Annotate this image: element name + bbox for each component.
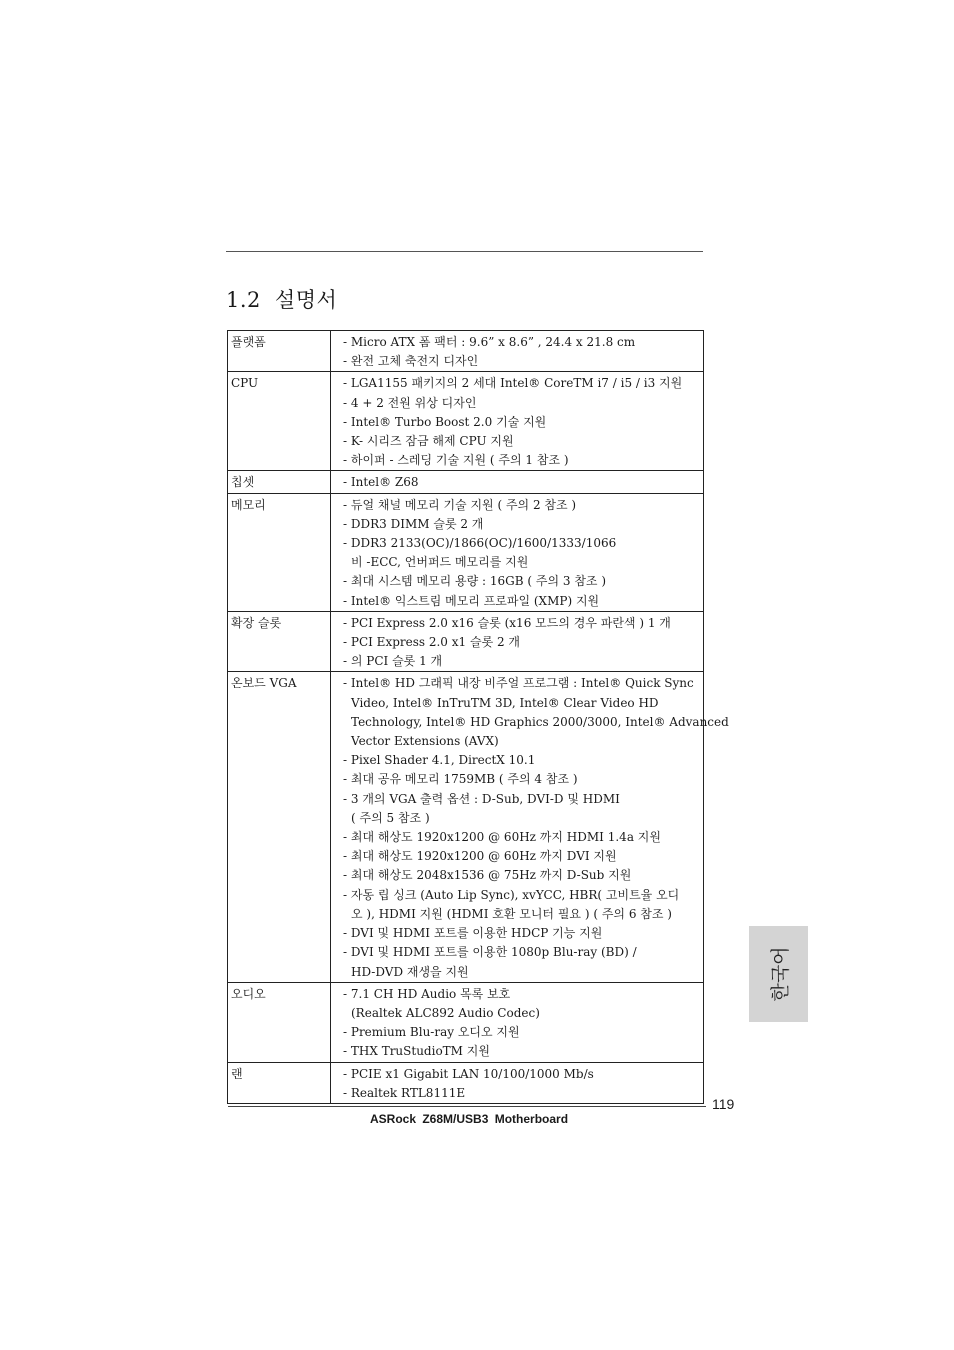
spec-row xyxy=(228,331,704,372)
spec-line: Video, Intel® InTruTM 3D, Intel® Clear Video HD xyxy=(351,695,659,710)
spec-items xyxy=(331,493,704,611)
spec-line: - 자동 립 싱크 (Auto Lip Sync), xvYCC, HBR( 고비트율 오디 xyxy=(343,887,680,902)
spec-line: - 최대 해상도 1920x1200 @ 60Hz 까지 DVI 지원 xyxy=(343,849,617,864)
spec-items xyxy=(331,471,704,493)
spec-row xyxy=(228,471,704,493)
spec-line: - K- 시리즈 잠금 해제 CPU 지원 xyxy=(343,434,514,449)
spec-line: - DDR3 2133(OC)/1866(OC)/1600/1333/1066 xyxy=(343,536,617,551)
spec-row xyxy=(228,982,704,1062)
spec-row xyxy=(228,611,704,672)
spec-label: 온보드 VGA xyxy=(228,672,331,982)
spec-label: CPU xyxy=(228,372,331,471)
spec-line: 오 ), HDMI 지원 (HDMI 호환 모니터 필요 ) ( 주의 6 참조 ) xyxy=(351,906,672,921)
spec-items xyxy=(331,331,704,372)
spec-items xyxy=(331,372,704,471)
footer-text: ASRock Z68M/USB3 Motherboard xyxy=(370,1112,569,1126)
spec-line: - 최대 공유 메모리 1759MB ( 주의 4 참조 ) xyxy=(343,772,578,787)
spec-line: - DDR3 DIMM 슬롯 2 개 xyxy=(343,516,484,531)
spec-line: - Intel® Turbo Boost 2.0 기술 지원 xyxy=(343,414,547,429)
spec-line: - Intel® Z68 xyxy=(343,475,419,490)
spec-line: - Premium Blu-ray 오디오 지원 xyxy=(343,1025,520,1040)
spec-line: - PCI Express 2.0 x16 슬롯 (x16 모드의 경우 파란색 ) 1 개 xyxy=(343,615,671,630)
spec-line: - 최대 시스템 메모리 용량 : 16GB ( 주의 3 참조 ) xyxy=(343,574,607,589)
spec-label: 플랫폼 xyxy=(228,331,331,372)
page-number: 119 xyxy=(712,1096,735,1112)
spec-line: - 완전 고체 축전지 디자인 xyxy=(343,354,479,369)
spec-line: - 최대 해상도 2048x1536 @ 75Hz 까지 D-Sub 지원 xyxy=(343,868,632,883)
spec-line: - THX TruStudioTM 지원 xyxy=(343,1044,490,1059)
spec-line: - Realtek RTL8111E xyxy=(343,1085,466,1100)
spec-label: 확장 슬롯 xyxy=(228,611,331,672)
spec-line: - DVI 및 HDMI 포트를 이용한 HDCP 기능 지원 xyxy=(343,926,603,941)
spec-line: - Intel® HD 그래픽 내장 비주얼 프로그램 : Intel® Quick Sync xyxy=(343,676,694,691)
spec-row xyxy=(228,493,704,611)
spec-line: - 4 + 2 전원 위상 디자인 xyxy=(343,395,477,410)
language-tab-label: 한국어 xyxy=(769,946,791,1002)
spec-line: - PCI Express 2.0 x1 슬롯 2 개 xyxy=(343,635,521,650)
spec-line: Vector Extensions (AVX) xyxy=(351,734,499,749)
spec-line: - 최대 해상도 1920x1200 @ 60Hz 까지 HDMI 1.4a 지원 xyxy=(343,830,661,845)
spec-line: - Micro ATX 폼 팩터 : 9.6” x 8.6” , 24.4 x 21.8 cm xyxy=(343,335,636,349)
language-tab xyxy=(749,926,808,1022)
spec-line: (Realtek ALC892 Audio Codec) xyxy=(351,1005,540,1020)
spec-label: 칩셋 xyxy=(228,471,331,493)
spec-line: - 듀얼 채널 메모리 기술 지원 ( 주의 2 참조 ) xyxy=(343,497,577,512)
spec-row xyxy=(228,672,704,982)
spec-line: - DVI 및 HDMI 포트를 이용한 1080p Blu-ray (BD) / xyxy=(343,945,637,960)
spec-items xyxy=(331,611,704,672)
spec-table xyxy=(227,330,729,1104)
section-number: 1.2 xyxy=(226,288,261,312)
spec-line: HD-DVD 재생을 지원 xyxy=(351,964,469,979)
spec-line: 비 -ECC, 언버퍼드 메모리를 지원 xyxy=(351,555,529,570)
spec-line: Technology, Intel® HD Graphics 2000/3000, Intel® Advanced xyxy=(351,714,729,729)
section-heading xyxy=(226,284,337,314)
spec-label: 메모리 xyxy=(228,493,331,611)
spec-line: - 하이퍼 - 스레딩 기술 지원 ( 주의 1 참조 ) xyxy=(343,453,569,468)
spec-line: - PCIE x1 Gigabit LAN 10/100/1000 Mb/s xyxy=(343,1066,594,1081)
spec-label: 랜 xyxy=(228,1062,331,1103)
spec-line: - LGA1155 패키지의 2 세대 Intel® CoreTM i7 / i5 / i3 지원 xyxy=(343,376,683,391)
spec-items xyxy=(331,982,704,1062)
spec-label: 오디오 xyxy=(228,982,331,1062)
spec-line: - Pixel Shader 4.1, DirectX 10.1 xyxy=(343,753,536,768)
spec-line: - 3 개의 VGA 출력 옵션 : D-Sub, DVI-D 및 HDMI xyxy=(343,791,620,806)
header-rule xyxy=(226,251,703,252)
section-title: 설명서 xyxy=(274,288,338,312)
spec-row xyxy=(228,1062,704,1103)
spec-line: - 의 PCI 슬롯 1 개 xyxy=(343,654,443,669)
spec-items xyxy=(331,672,729,982)
spec-line: - 7.1 CH HD Audio 목록 보호 xyxy=(343,986,511,1001)
spec-row xyxy=(228,372,704,471)
footer-rule xyxy=(228,1106,706,1107)
spec-line: - Intel® 익스트림 메모리 프로파일 (XMP) 지원 xyxy=(343,593,600,608)
spec-items xyxy=(331,1062,704,1103)
spec-line: ( 주의 5 참조 ) xyxy=(351,810,430,825)
